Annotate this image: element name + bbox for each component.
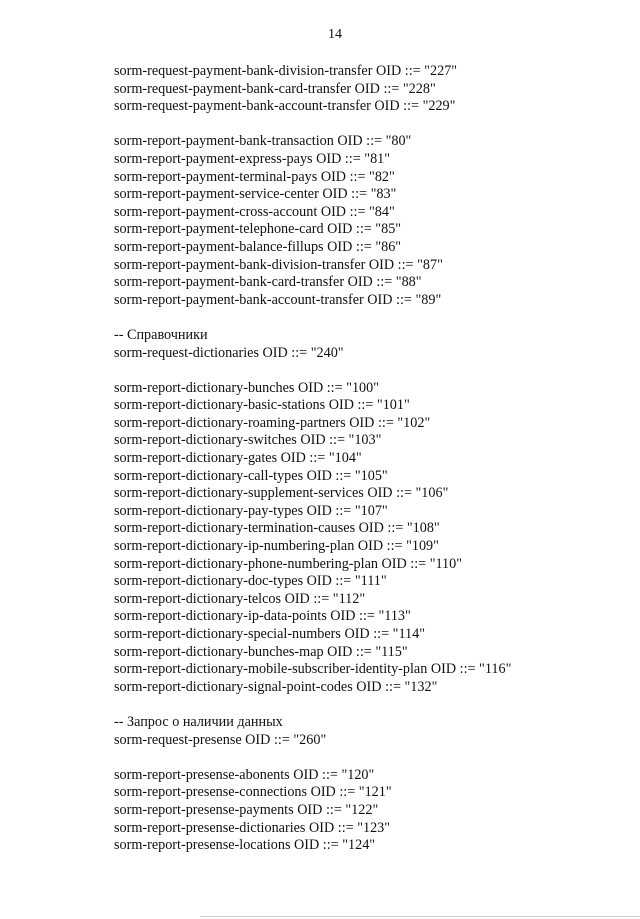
oid-definition-line: sorm-report-payment-bank-division-transfer OID ::= "87": [114, 256, 443, 273]
oid-definition-line: sorm-report-presense-locations OID ::= "124": [114, 837, 376, 854]
definition-section: [114, 714, 624, 749]
oid-definition-line: sorm-request-dictionaries OID ::= "240": [114, 344, 344, 361]
oid-definition-line: sorm-report-dictionary-roaming-partners OID ::= "102": [114, 414, 431, 431]
blank-line: [114, 309, 624, 327]
oid-definition-line: sorm-report-dictionary-basic-stations OID ::= "101": [114, 397, 410, 414]
oid-definition-line: sorm-report-dictionary-phone-numbering-plan OID ::= "110": [114, 555, 463, 572]
definition-section: [114, 63, 624, 116]
oid-definition-line: sorm-report-dictionary-switches OID ::= "103": [114, 432, 382, 449]
oid-definition-line: sorm-report-dictionary-call-types OID ::= "105": [114, 467, 388, 484]
oid-definition-line: sorm-report-presense-payments OID ::= "122": [114, 801, 379, 818]
oid-definition-line: sorm-report-dictionary-bunches-map OID ::= "115": [114, 643, 408, 660]
oid-definition-line: sorm-report-presense-connections OID ::= "121": [114, 784, 392, 801]
definition-section: [114, 767, 624, 855]
oid-definition-line: sorm-report-dictionary-special-numbers OID ::= "114": [114, 626, 425, 642]
oid-definition-line: sorm-report-payment-bank-transaction OID ::= "80": [114, 133, 412, 150]
page-number: 14: [328, 27, 342, 42]
oid-definition-line: sorm-report-payment-balance-fillups OID ::= "86": [114, 238, 402, 255]
oid-definition-line: sorm-report-dictionary-gates OID ::= "104": [114, 450, 362, 467]
definition-section: [114, 380, 624, 697]
oid-definition-line: sorm-report-payment-express-pays OID ::= "81": [114, 150, 391, 167]
blank-line: [114, 696, 624, 714]
oid-definition-line: sorm-report-dictionary-telcos OID ::= "112": [114, 590, 366, 607]
oid-definition-line: sorm-request-payment-bank-card-transfer OID ::= "228": [114, 80, 436, 97]
oid-definition-line: sorm-report-dictionary-ip-numbering-plan OID ::= "109": [114, 538, 439, 555]
oid-definition-line: sorm-report-dictionary-ip-data-points OID ::= "113": [114, 608, 411, 625]
oid-definition-line: sorm-request-presense OID ::= "260": [114, 731, 327, 748]
oid-definition-line: sorm-report-dictionary-signal-point-codes OID ::= "132": [114, 678, 438, 695]
blank-line: [114, 116, 624, 134]
definition-section: [114, 133, 624, 309]
oid-definition-line: sorm-report-dictionary-mobile-subscriber-identity-plan OID ::= "116": [114, 661, 512, 678]
oid-definition-line: sorm-report-payment-telephone-card OID ::= "85": [114, 221, 402, 238]
oid-definition-line: sorm-report-dictionary-doc-types OID ::= "111": [114, 573, 387, 590]
oid-definition-line: sorm-report-dictionary-termination-causes OID ::= "108": [114, 520, 440, 537]
blank-line: [114, 749, 624, 767]
oid-definition-line: sorm-report-dictionary-bunches OID ::= "100": [114, 379, 380, 396]
oid-definition-line: sorm-report-dictionary-pay-types OID ::= "107": [114, 502, 388, 519]
oid-definition-line: sorm-report-payment-terminal-pays OID ::= "82": [114, 168, 395, 185]
oid-definitions-block: [114, 63, 624, 855]
section-comment: -- Справочники: [114, 326, 208, 343]
section-comment: -- Запрос о наличии данных: [114, 713, 283, 730]
oid-definition-line: sorm-request-payment-bank-division-transfer OID ::= "227": [114, 63, 458, 79]
oid-definition-line: sorm-report-dictionary-supplement-services OID ::= "106": [114, 485, 449, 502]
oid-definition-line: sorm-request-payment-bank-account-transfer OID ::= "229": [114, 98, 456, 115]
oid-definition-line: sorm-report-payment-bank-account-transfer OID ::= "89": [114, 291, 442, 308]
blank-line: [114, 362, 624, 380]
oid-definition-line: sorm-report-presense-abonents OID ::= "120": [114, 766, 375, 783]
scan-edge-line: [200, 916, 640, 917]
oid-definition-line: sorm-report-payment-bank-card-transfer OID ::= "88": [114, 274, 422, 291]
oid-definition-line: sorm-report-presense-dictionaries OID ::= "123": [114, 819, 391, 836]
oid-definition-line: sorm-report-payment-service-center OID ::= "83": [114, 186, 397, 203]
oid-definition-line: sorm-report-payment-cross-account OID ::= "84": [114, 203, 395, 220]
definition-section: [114, 327, 624, 362]
